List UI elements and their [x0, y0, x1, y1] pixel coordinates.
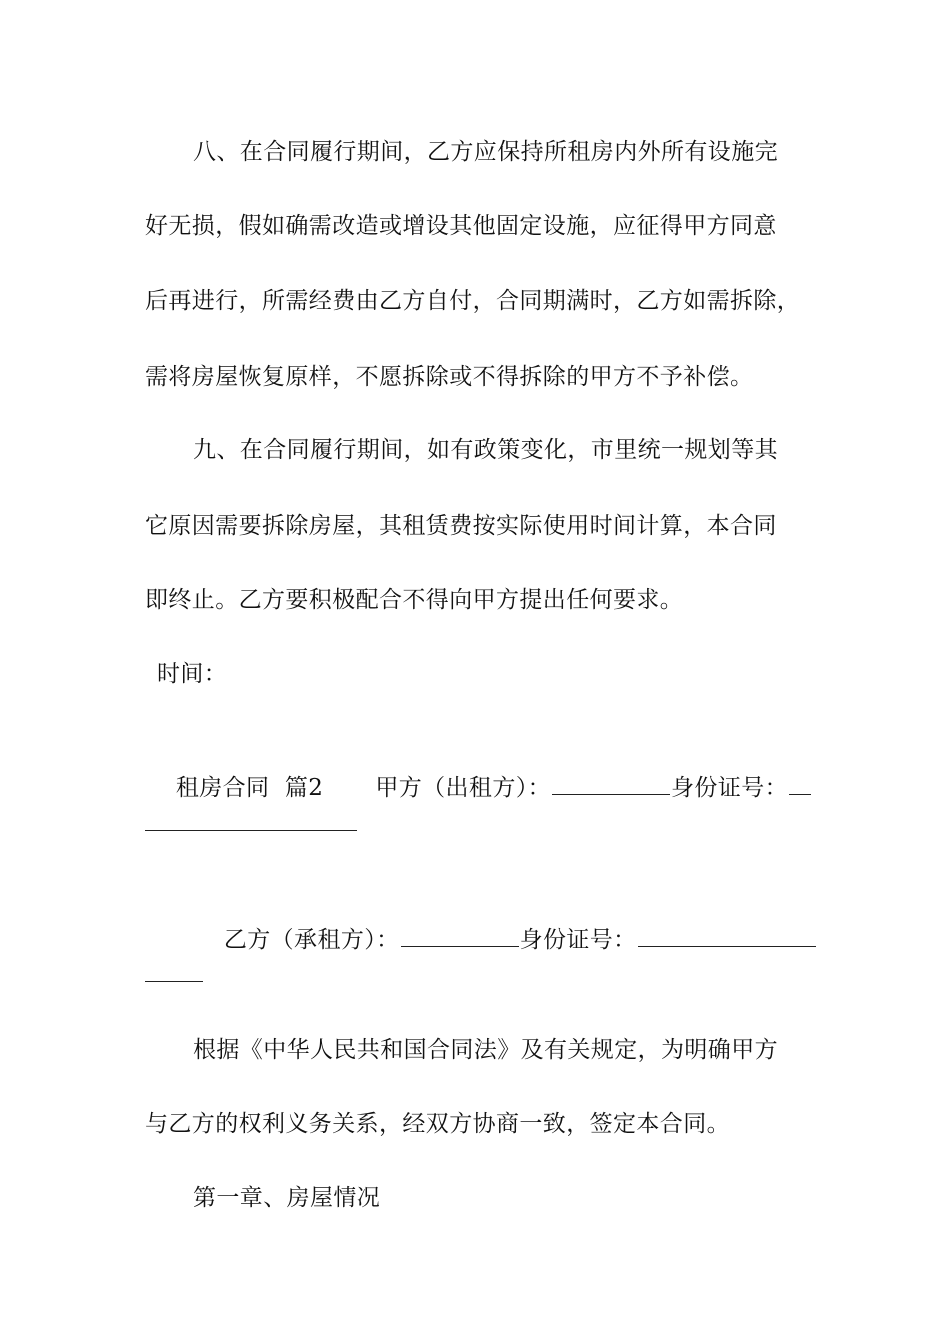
clause-9-line-3: 即终止。乙方要积极配合不得向甲方提出任何要求。 — [145, 587, 684, 613]
party-a-id-label: 身份证号： — [671, 775, 789, 801]
party-a-name-blank[interactable] — [552, 772, 670, 795]
clause-8-line-2: 好无损，假如确需改造或增设其他固定设施，应征得甲方同意 — [145, 213, 777, 239]
preamble-line-2: 与乙方的权利义务关系，经双方协商一致，签定本合同。 — [145, 1111, 730, 1137]
party-b-id-blank-continued[interactable] — [145, 981, 203, 982]
clause-9-line-2: 它原因需要拆除房屋，其租赁费按实际使用时间计算，本合同 — [145, 513, 777, 539]
clause-8-line-3: 后再进行，所需经费由乙方自付，合同期满时，乙方如需拆除， — [145, 288, 801, 314]
party-a-id-blank-continued[interactable] — [145, 830, 357, 831]
clause-9-line-1: 九、在合同履行期间，如有政策变化，市里统一规划等其 — [193, 437, 778, 463]
party-b-line — [193, 880, 873, 953]
party-a-id-blank-start[interactable] — [789, 772, 811, 795]
party-b-id-blank-start[interactable] — [638, 924, 816, 947]
contract-2-party-a-line — [145, 728, 825, 801]
time-label: 时间： — [157, 661, 228, 687]
clause-8-line-1: 八、在合同履行期间，乙方应保持所租房内外所有设施完 — [193, 139, 778, 165]
chapter-1-heading: 第一章、房屋情况 — [193, 1185, 381, 1211]
preamble-line-1: 根据《中华人民共和国合同法》及有关规定，为明确甲方 — [193, 1037, 778, 1063]
party-b-label: 乙方（承租方）： — [223, 927, 400, 953]
clause-8-line-4: 需将房屋恢复原样，不愿拆除或不得拆除的甲方不予补偿。 — [145, 364, 754, 390]
contract-2-heading: 租房合同 篇2 — [175, 775, 324, 801]
party-b-name-blank[interactable] — [401, 924, 519, 947]
party-b-id-label: 身份证号： — [519, 927, 637, 953]
party-a-label: 甲方（出租方）： — [375, 775, 552, 801]
